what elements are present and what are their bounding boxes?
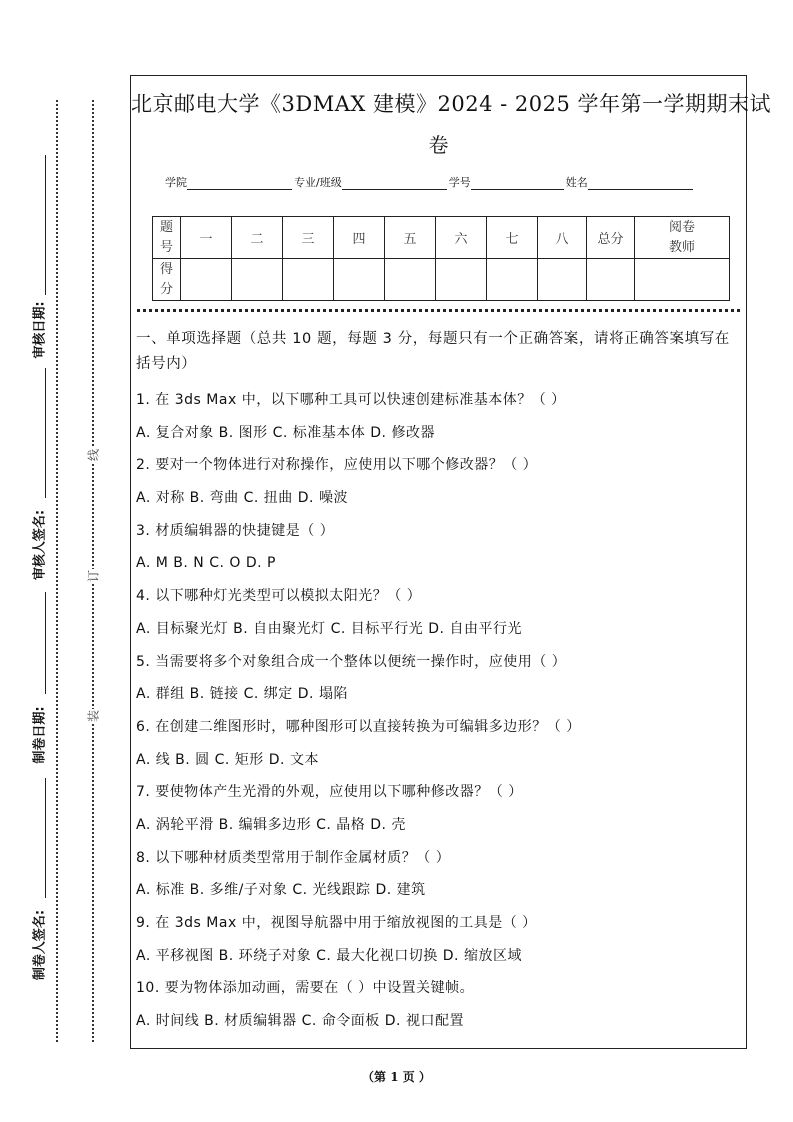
table-row [153, 217, 730, 259]
score-cell[interactable] [334, 259, 385, 301]
row-header: 得 分 [153, 259, 181, 301]
score-cell[interactable] [538, 259, 587, 301]
major-class-label: 专业/班级 [294, 176, 342, 189]
question-options: A. 时间线 B. 材质编辑器 C. 命令面板 D. 视口配置 [136, 1013, 464, 1030]
score-cell[interactable] [385, 259, 436, 301]
col-6: 六 [436, 217, 487, 259]
question-text: 3. 材质编辑器的快捷键是（ ） [136, 522, 335, 539]
score-table [152, 216, 730, 301]
name-label: 姓名 [565, 176, 588, 189]
question-text: 9. 在 3ds Max 中，视图导航器中用于缩放视图的工具是（ ） [136, 915, 537, 931]
col-2: 二 [232, 217, 283, 259]
preparer-signature-label: 制卷人签名: [32, 909, 48, 981]
score-cell[interactable] [232, 259, 283, 301]
col-1: 一 [181, 217, 232, 259]
seal-char-zhuang: 装 [86, 709, 101, 723]
question-text: 7. 要使物体产生光滑的外观，应使用以下哪种修改器？（ ） [136, 784, 523, 801]
review-date-label: 审核日期: [32, 301, 48, 359]
signature-line [45, 778, 46, 898]
question-text: 8. 以下哪种材质类型常用于制作金属材质？（ ） [136, 849, 451, 866]
question-options: A. 涡轮平滑 B. 编辑多边形 C. 晶格 D. 壳 [136, 816, 406, 833]
question-text: 2. 要对一个物体进行对称操作，应使用以下哪个修改器？（ ） [136, 457, 538, 474]
question-options: A. M B. N C. O D. P [136, 555, 276, 572]
college-blank[interactable] [187, 177, 292, 190]
score-cell[interactable] [436, 259, 487, 301]
row-header: 题 号 [153, 217, 181, 259]
table-row [153, 259, 730, 301]
section-title: 一、单项选择题（总共 10 题，每题 3 分，每题只有一个正确答案，请将正确答案填写在括号内） [136, 331, 730, 372]
question-options: A. 平移视图 B. 环绕子对象 C. 最大化视口切换 D. 缩放区域 [136, 947, 522, 964]
reviewer-signature-label: 审核人签名: [32, 509, 48, 581]
page-number: （第 1 页 ） [362, 1070, 431, 1084]
signature-line [45, 155, 46, 295]
score-cell[interactable] [635, 259, 730, 301]
col-7: 七 [487, 217, 538, 259]
name-blank[interactable] [588, 177, 693, 190]
question-options: A. 标准 B. 多维/子对象 C. 光线跟踪 D. 建筑 [136, 882, 426, 899]
col-grader: 阅卷 教师 [635, 217, 730, 259]
score-cell[interactable] [283, 259, 334, 301]
col-5: 五 [385, 217, 436, 259]
question-options: A. 群组 B. 链接 C. 绑定 D. 塌陷 [136, 686, 348, 703]
col-8: 八 [538, 217, 587, 259]
major-class-blank[interactable] [342, 177, 447, 190]
preparation-date-label: 制卷日期: [32, 706, 48, 764]
seal-char-xian: 线 [86, 448, 101, 462]
student-id-label: 学号 [448, 176, 471, 189]
seal-char-ding: 订 [86, 569, 101, 583]
question-text: 6. 在创建二维图形时，哪种图形可以直接转换为可编辑多边形？（ ） [136, 718, 581, 735]
question-options: A. 目标聚光灯 B. 自由聚光灯 C. 目标平行光 D. 自由平行光 [136, 620, 522, 637]
col-total: 总分 [587, 217, 635, 259]
question-section [136, 327, 740, 1038]
question-text: 4. 以下哪种灯光类型可以模拟太阳光？（ ） [136, 588, 422, 605]
score-cell[interactable] [181, 259, 232, 301]
question-text: 10. 要为物体添加动画，需要在（ ）中设置关键帧。 [136, 980, 475, 997]
col-3: 三 [283, 217, 334, 259]
exam-title: 北京邮电大学《3DMAX 建模》2024 - 2025 学年第一学期期末试 [131, 92, 771, 116]
question-list [136, 384, 740, 1038]
question-text: 5. 当需要将多个对象组合成一个整体以便统一操作时，应使用（ ） [136, 653, 567, 670]
question-options: A. 复合对象 B. 图形 C. 标准基本体 D. 修改器 [136, 424, 435, 441]
signature-line [45, 368, 46, 498]
cut-line-outer [56, 100, 58, 1042]
divider [137, 309, 740, 312]
question-text: 1. 在 3ds Max 中，以下哪种工具可以快速创建标准基本体？（ ） [136, 392, 566, 408]
signature-line [45, 592, 46, 694]
col-4: 四 [334, 217, 385, 259]
exam-title-continued: 卷 [428, 133, 449, 157]
exam-frame [130, 75, 771, 1049]
college-label: 学院 [165, 176, 187, 189]
score-cell[interactable] [487, 259, 538, 301]
student-id-blank[interactable] [471, 177, 564, 190]
question-options: A. 对称 B. 弯曲 C. 扭曲 D. 噪波 [136, 490, 348, 507]
question-options: A. 线 B. 圆 C. 矩形 D. 文本 [136, 751, 319, 768]
student-info-fields [165, 174, 695, 190]
score-cell[interactable] [587, 259, 635, 301]
